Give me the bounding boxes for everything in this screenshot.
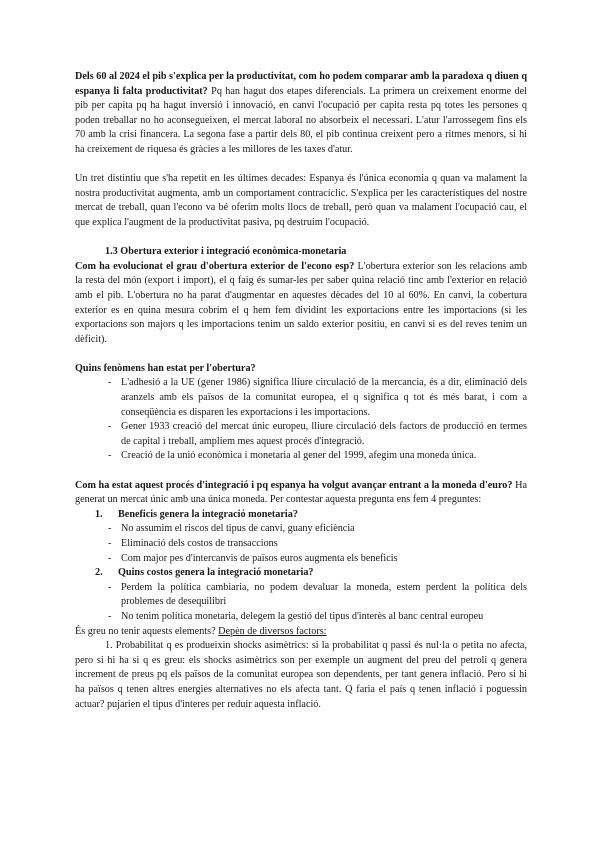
item-number: 2. (95, 567, 103, 579)
closing-underlined: Depèn de diversos factors: (218, 625, 327, 637)
openness-answer: L'obertura exterior son les relacions amb la resta del món (export i import), el q faig és sumar-les per saber quina relació tinc amb l'exterior en relació amb el pib. L'obertura no ha parat d'augmentar en aquestes dècades del 10 al 60%. En canvi, la cobertura exterior es en quina mesura cobrim el q hem fem dividint les exportacions entre les importacions (si les exportacions son majors q les importacions tenim un saldo exterior positiu, en canvi si es del reves tenim un dèficit). (75, 260, 527, 345)
phenomena-list (75, 376, 527, 464)
list-item: - No assumim el riscos del tipus de canvi, guany eficiència (108, 522, 527, 537)
intro-paragraph (75, 70, 527, 158)
costs-list (75, 581, 527, 625)
list-item: - No tenim política monetaria, delegem la gestió del tipus d'interès al banc central europeu (108, 610, 527, 625)
integration-answer: Ha generat un mercat únic amb una única moneda. Per contestar aquesta pregunta ens fem 4 preguntes: (75, 479, 527, 506)
phenomena-title: Quins fenòmens han estat per l'obertura? (75, 362, 256, 374)
item-title: Beneficis genera la integració monetaria? (118, 508, 298, 520)
productivity-paragraph: Un tret distintiu que s'ha repetit en les últimes decades: Espanya és l'única economia q quan va malament la nostra productivitat augmenta, amb un comportament contracíclic. S'explica per les característiques del nostre mercat de treball, quan l'econo va bé oferim molts llocs de treball, però quan va malament l'ocupació cau, el que explica l'augment de la productivitat pasiva, pq destruim l'ocupació. (75, 173, 527, 228)
list-item: - Gener 1933 creació del mercat únic europeu, lliure circulació dels factors de producció en termes de capital i treball, ampliem mes aquest procés d'integració. (108, 420, 527, 449)
list-item: - Com major pes d'intercanvis de països euros augmenta els beneficis (108, 552, 527, 567)
intro-answer: Pq han hagut dos etapes diferencials. La primera un creixement enorme del pib per capita pq ha hagut inversió i innovació, en canvi l'ocupació per capita resta pq totes les persones q poden treballar no ho aconsegueixen, el mercat laboral no absorbeix el necessari. L'atur l'arrossegem fins els 70 amb la crisi financera. La segona fase a partir dels 80, el pib continua creixent pero a ritmes menors, si hi ha creixement de riquesa és gràcies a les millores de les taxes d'atur. (75, 85, 527, 155)
list-item: - Perdem la política cambiaria, no podem devaluar la moneda, estem perdent la política dels problemes de desequilibri (108, 581, 527, 610)
list-item (95, 566, 527, 581)
benefits-list (75, 522, 527, 566)
question-1 (75, 508, 527, 523)
list-item: - Creació de la unió econòmica i monetaria al gener del 1999, afegim una moneda única. (108, 449, 527, 464)
item-number: 1. (95, 508, 103, 520)
integration-question: Com ha estat aquest procés d'integració i pq espanya ha volgut avançar entrant a la moneda d'euro? (75, 479, 513, 491)
openness-question: Com ha evolucionat el grau d'obertura exterior de l'econo esp? (75, 260, 355, 272)
integration-paragraph (75, 479, 527, 508)
openness-paragraph (75, 260, 527, 348)
list-item: - Eliminació dels costos de transaccions (108, 537, 527, 552)
list-item: - L'adhesió a la UE (gener 1986) significa lliure circulació de la mercancia, és a dir, eliminació dels aranzels amb els països de la comunitat europea, el q significa q tot és més barat, i com a conseqüència es disparen les exportacions i les importacions. (108, 376, 527, 420)
item-title: Quins costos genera la integració monetaria? (118, 567, 314, 579)
factor-point-1: 1. Probabilitat q es produeixin shocks asimètrics: si la probabilitat q passi és nul·la o petita no afecta, pero si hi ha si q es greu: els shocks asimètrics son per exemple un augment del preu del petroli q genera increment de preus pq els països de la comunitat europea son dependents, per tant genera inflació. Pero si hi ha països q tenen altres energies alternatives no els afecta tant. Q faria el país q tenen inflació i poguessin actuar? pujarien el tipus d'interes per reduir aquesta inflació. (75, 640, 527, 710)
closing-question (75, 625, 527, 640)
list-item (95, 508, 527, 523)
closing-text: És greu no tenir aquests elements? (75, 625, 219, 637)
intro-question: Dels 60 al 2024 el pib s'explica per la productivitat, com ho podem comparar amb la paradoxa q diuen q espanya li falta productivitat? (75, 71, 527, 97)
question-2 (75, 566, 527, 581)
section-heading: 1.3 Obertura exterior i integració econòmica-monetaria (105, 246, 347, 258)
